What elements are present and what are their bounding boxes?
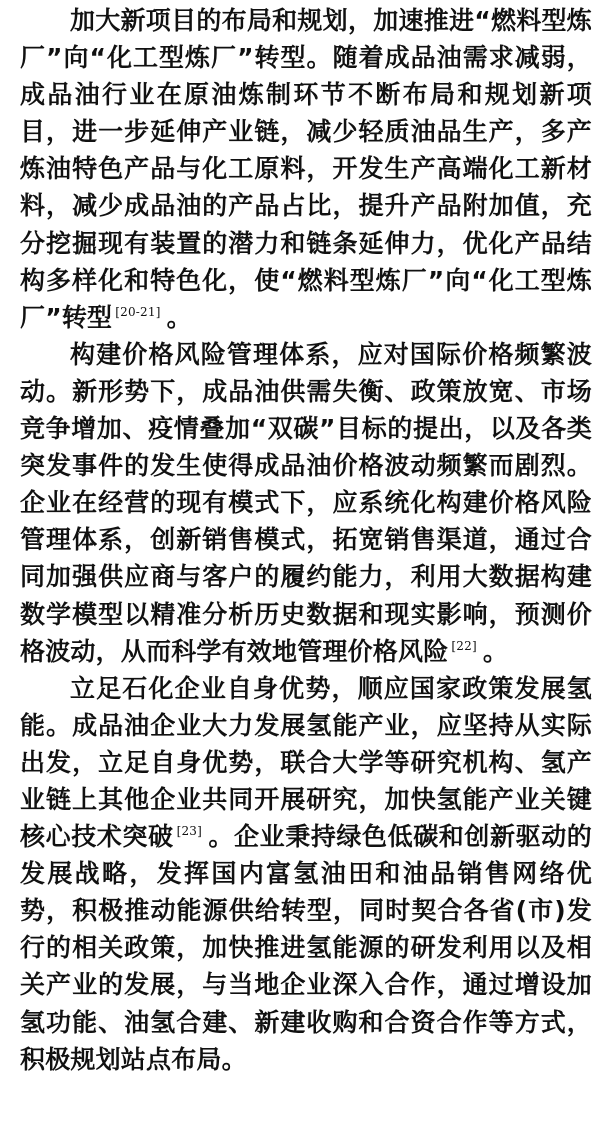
article-body	[20, 2, 592, 1078]
paragraph-tail: 。	[482, 636, 509, 666]
citation-ref[interactable]: [23]	[176, 824, 203, 839]
paragraph-text: 构建价格风险管理体系，应对国际价格频繁波动。新形势下，成品油供需失衡、政策放宽、市场竞争增加、疫情叠加“双碳”目标的提出，以及各类突发事件的发生使得成品油价格波动频繁而剧烈。企业在经营的现有模式下，应系统化构建价格风险管理体系，创新销售模式，拓宽销售渠道，通过合同加强供应商与客户的履约能力，利用大数据构建数学模型以精准分析历史数据和现实影响，预测价格波动，从而科学有效地管理价格风险	[20, 339, 592, 666]
citation-ref[interactable]: [20-21]	[115, 304, 161, 319]
citation-ref[interactable]: [22]	[451, 638, 477, 653]
paragraph-text: 加大新项目的布局和规划，加速推进“燃料型炼厂”向“化工型炼厂”转型。随着成品油需求减弱，成品油行业在原油炼制环节不断布局和规划新项目，进一步延伸产业链，减少轻质油品生产，多产炼油特色产品与化工原料，开发生产高端化工新材料，减少成品油的产品占比，提升产品附加值，充分挖掘现有装置的潜力和链条延伸力，优化产品结构多样化和特色化，使“燃料型炼厂”向“化工型炼厂”转型	[20, 6, 592, 332]
paragraph-price-risk	[20, 336, 592, 670]
paragraph-tail: 。企业秉持绿色低碳和创新驱动的发展战略，发挥国内富氢油田和油品销售网络优势，积极推动能源供给转型，同时契合各省(市)发行的相关政策，加快推进氢能源的研发利用以及相关产业的发展，与当地企业深入合作，通过增设加氢功能、油氢合建、新建收购和合资合作等方式，积极规划站点布局。	[20, 822, 592, 1074]
paragraph-hydrogen-energy	[20, 670, 592, 1078]
paragraph-tail: 。	[166, 302, 192, 332]
paragraph-refinery-transformation	[20, 2, 592, 336]
paragraph-text: 立足石化企业自身优势，顺应国家政策发展氢能。成品油企业大力发展氢能产业，应坚持从实际出发，立足自身优势，联合大学等研究机构、氢产业链上其他企业共同开展研究，加快氢能产业关键核心技术突破	[20, 673, 592, 852]
